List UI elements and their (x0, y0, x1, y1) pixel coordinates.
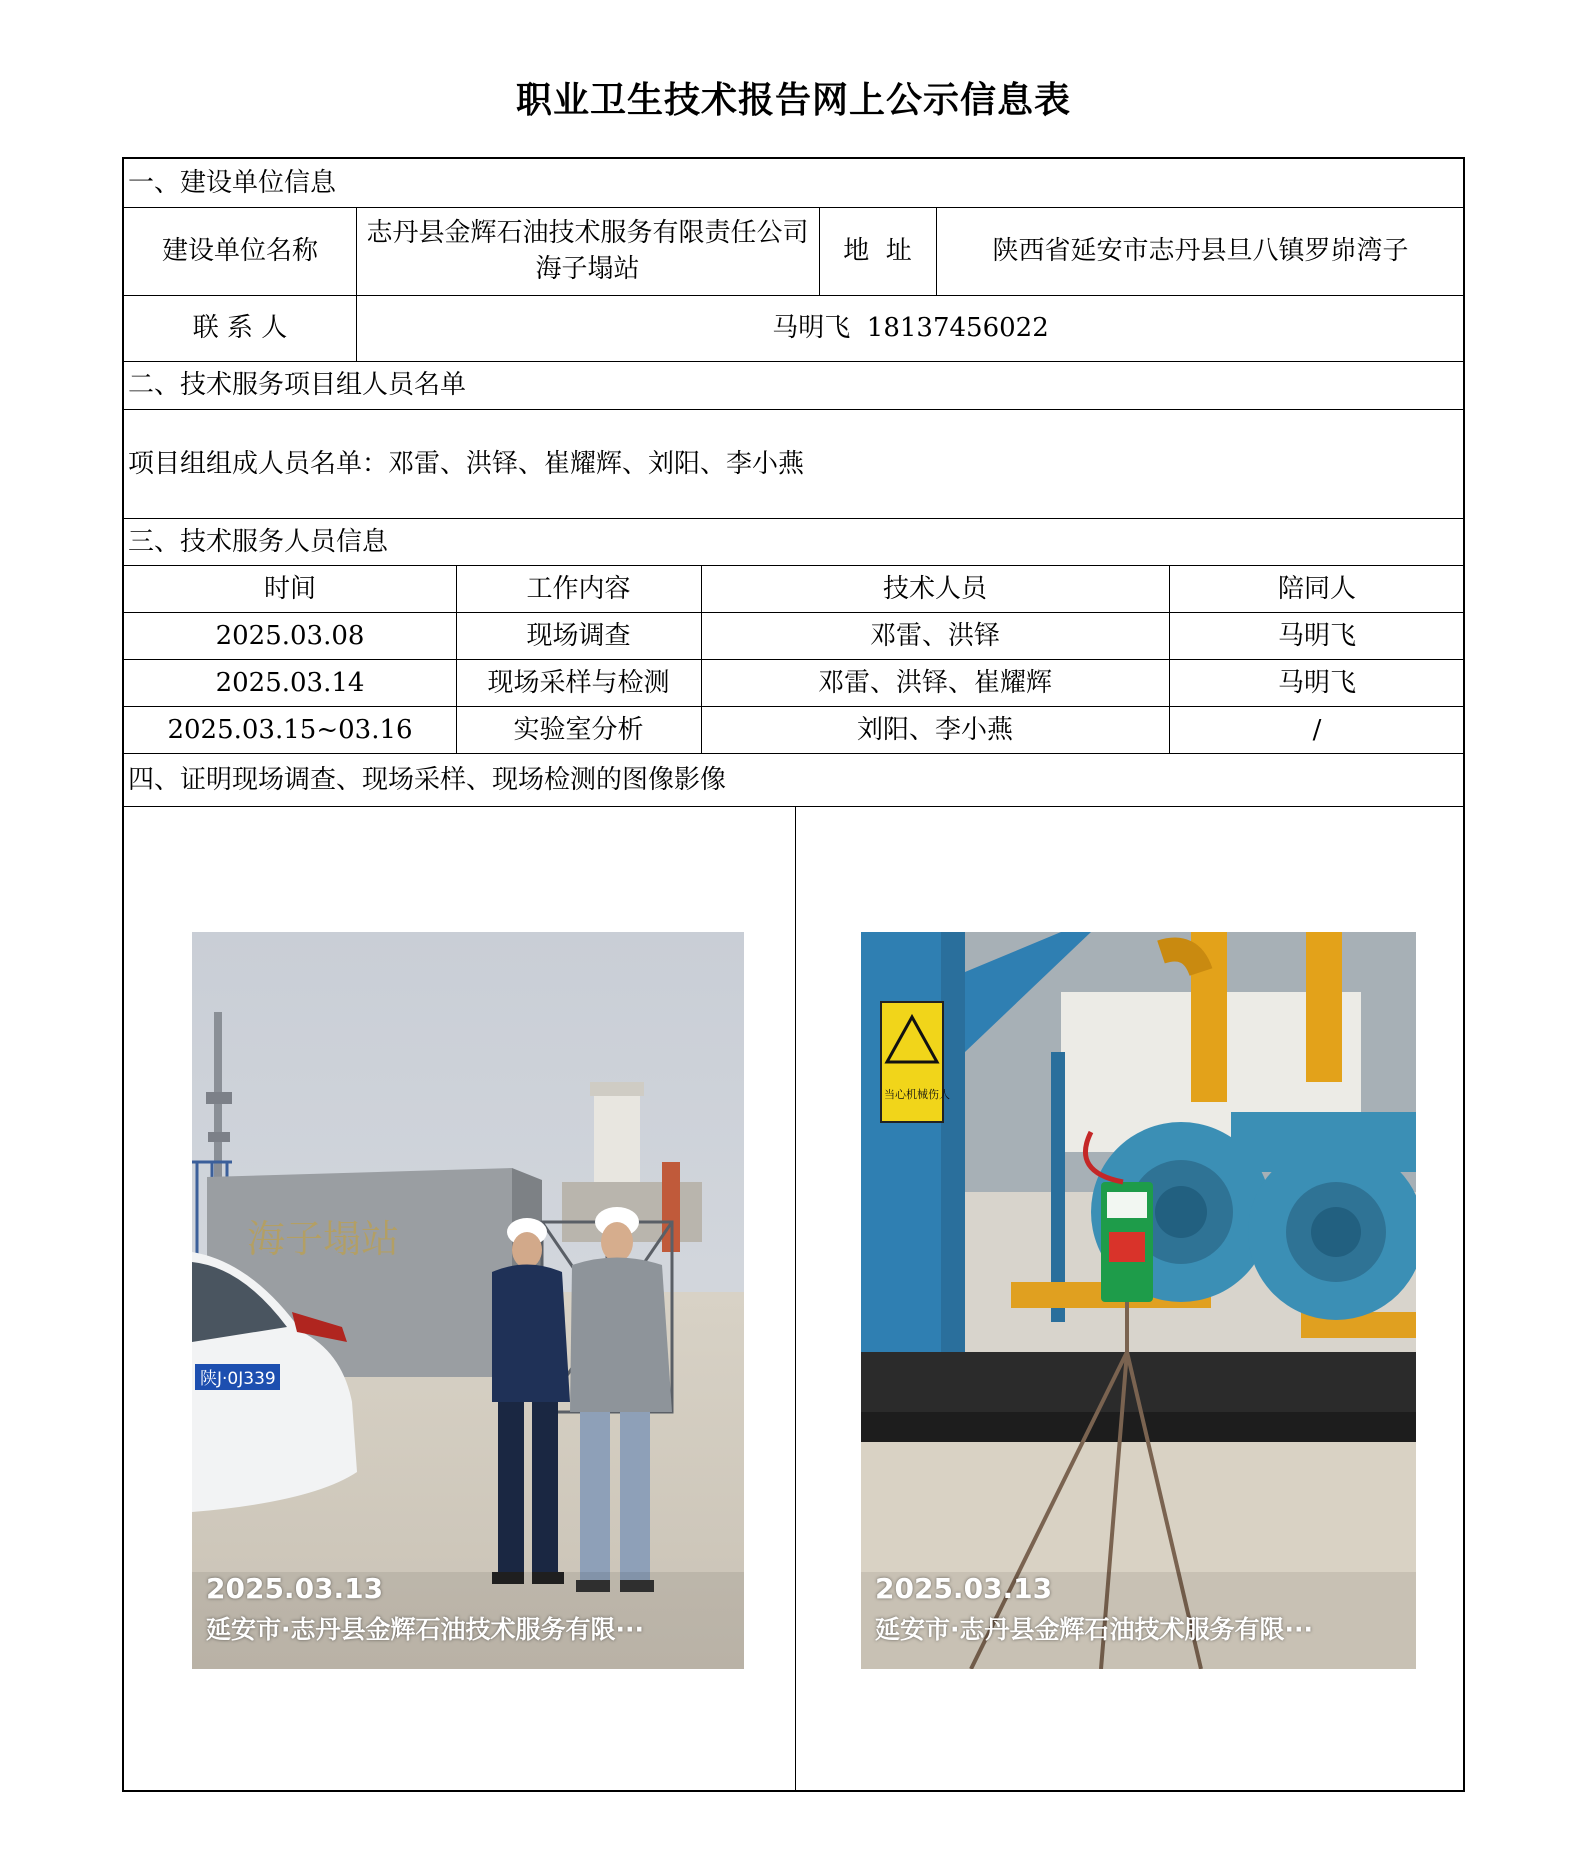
table-cell: 2025.03.08 (215, 620, 365, 651)
warning-sign-text: 当心机械伤人 (884, 1088, 950, 1101)
page-title: 职业卫生技术报告网上公示信息表 (515, 79, 1071, 121)
table-cell: / (1312, 714, 1322, 745)
table-cell: 2025.03.14 (215, 667, 365, 698)
column-header-escort: 陪同人 (1277, 573, 1356, 604)
unit-name-label: 建设单位名称 (161, 236, 318, 266)
column-header-work: 工作内容 (526, 573, 631, 604)
license-plate: 陕J·0J339 (200, 1369, 276, 1389)
photo-location-stamp: 延安市·志丹县金辉石油技术服务有限··· (875, 1615, 1313, 1644)
column-header-staff: 技术人员 (882, 573, 987, 604)
unit-name-value: 志丹县金辉石油技术服务有限责任公司海子塌站 (366, 218, 809, 284)
table-cell: 马明飞 (1277, 667, 1356, 698)
table-cell: 刘阳、李小燕 (856, 714, 1013, 745)
section-heading-3: 三、技术服务人员信息 (128, 527, 389, 557)
column-header-time: 时间 (263, 573, 316, 604)
contact-value: 马明飞 18137456022 (772, 313, 1049, 343)
team-members: 项目组组成人员名单：邓雷、洪铎、崔耀辉、刘阳、李小燕 (128, 448, 805, 479)
table-cell: 实验室分析 (513, 714, 644, 745)
table-cell: 2025.03.15~03.16 (167, 714, 413, 745)
address-label: 地 址 (843, 236, 912, 266)
photo-date-stamp: 2025.03.13 (206, 1572, 384, 1605)
address-value: 陕西省延安市志丹县旦八镇罗峁湾子 (992, 236, 1409, 266)
section-heading-4: 四、证明现场调查、现场采样、现场检测的图像影像 (128, 765, 727, 795)
table-cell: 邓雷、洪铎 (869, 620, 1000, 651)
table-cell: 马明飞 (1277, 620, 1356, 651)
photo-location-stamp: 延安市·志丹县金辉石油技术服务有限··· (206, 1615, 644, 1644)
section-heading-2: 二、技术服务项目组人员名单 (128, 370, 467, 400)
contact-label: 联 系 人 (192, 313, 288, 343)
site-detection-photo (861, 932, 1416, 1669)
section-heading-1: 一、建设单位信息 (128, 168, 337, 198)
table-cell: 现场调查 (526, 620, 631, 651)
site-survey-photo (192, 932, 744, 1669)
info-table (122, 157, 1465, 1792)
sign-text: 海子塌站 (247, 1217, 400, 1261)
table-cell: 现场采样与检测 (487, 667, 670, 698)
photo-date-stamp: 2025.03.13 (875, 1572, 1053, 1605)
table-cell: 邓雷、洪铎、崔耀辉 (817, 667, 1052, 698)
